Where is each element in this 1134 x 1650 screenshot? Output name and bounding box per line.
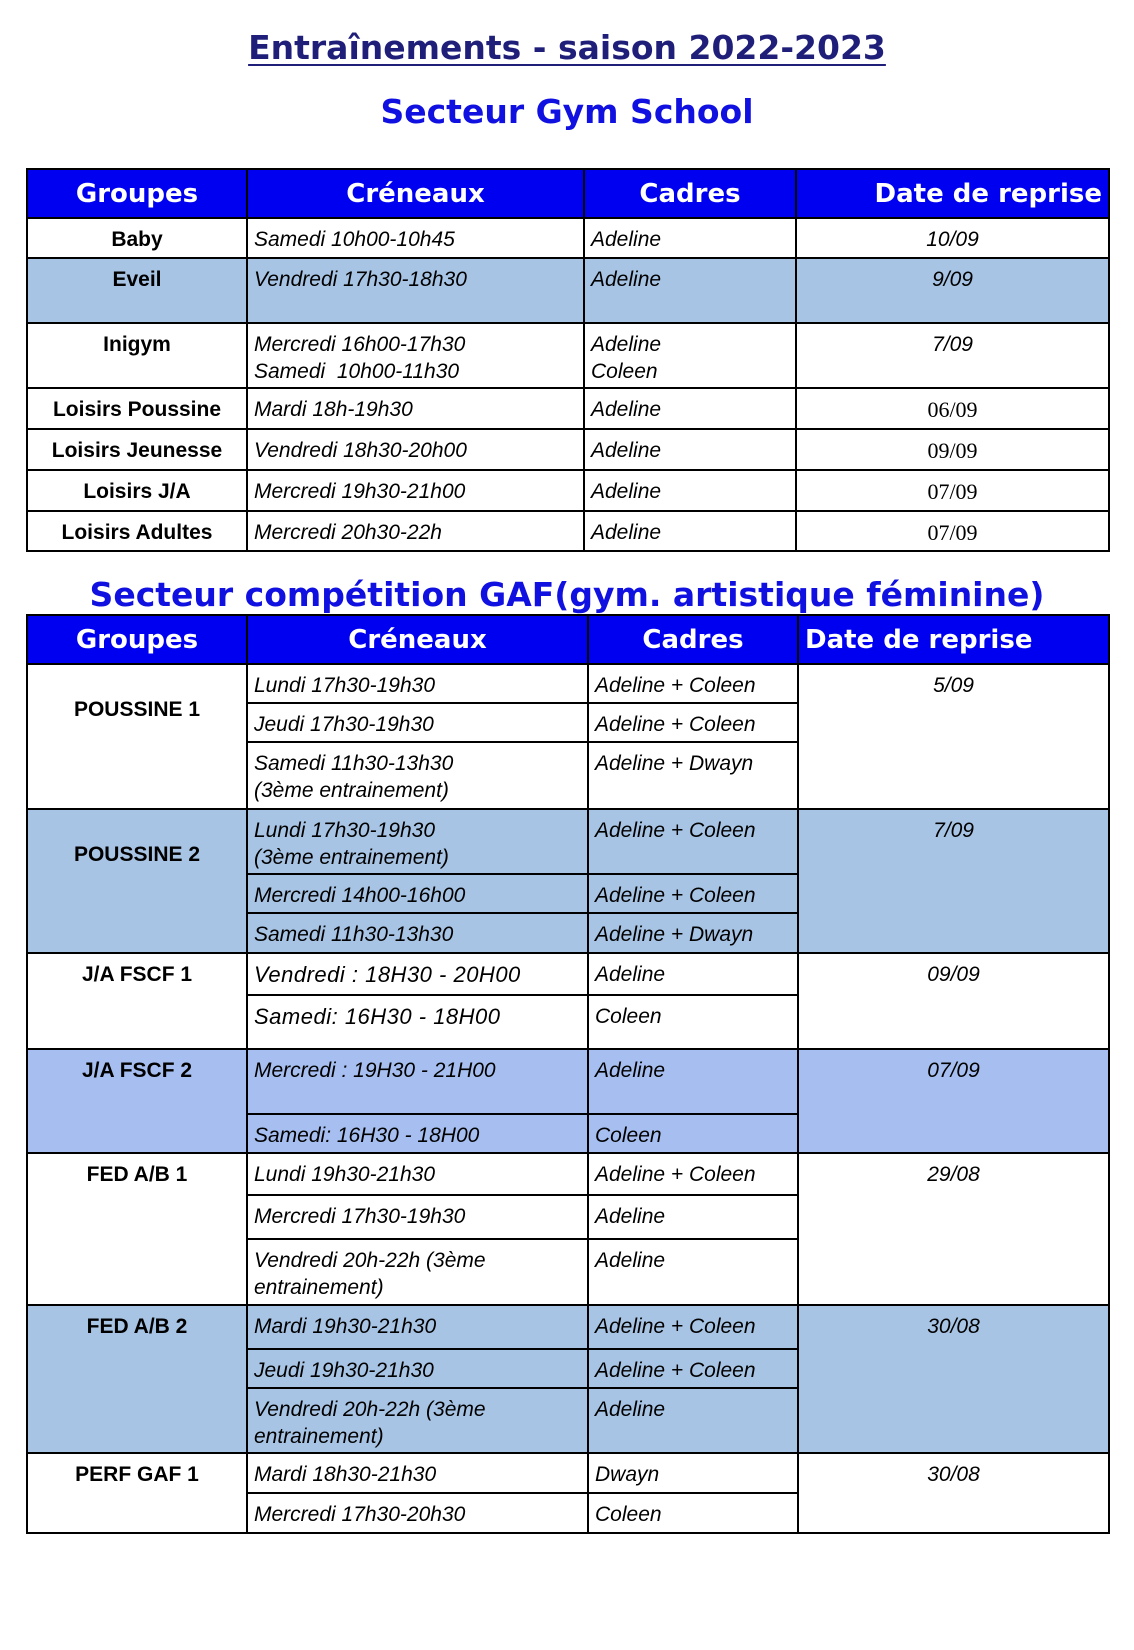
slot-text: Samedi 11h30-13h30 — [254, 923, 454, 946]
table-row — [27, 429, 1109, 470]
slot-cell — [247, 323, 584, 388]
staff-text: Adeline — [591, 439, 662, 462]
slot-cell — [247, 258, 584, 323]
table-row — [27, 388, 1109, 429]
header-staff: Cadres — [584, 169, 796, 218]
group-name: PERF GAF 1 — [27, 1453, 247, 1533]
slot-text: Mercredi 14h00-16h00 — [254, 884, 466, 907]
date-cell: 07/09 — [796, 511, 1109, 551]
staff-cell: Dwayn — [588, 1453, 798, 1493]
slot-cell — [247, 511, 584, 551]
date-cell: 30/08 — [798, 1453, 1109, 1533]
staff-cell — [584, 323, 796, 388]
table-header-row — [27, 169, 1109, 218]
staff-text: Adeline — [591, 398, 662, 421]
slot-text: entrainement) — [254, 1276, 384, 1299]
slot-cell — [247, 388, 584, 429]
staff-cell: Adeline — [588, 1239, 798, 1305]
header-staff: Cadres — [588, 615, 798, 664]
staff-cell: Adeline + Dwayn — [588, 913, 798, 953]
slot-cell — [247, 218, 584, 258]
slot-text: Mardi 18h-19h30 — [254, 398, 413, 421]
slot-text: Mercredi 17h30-19h30 — [254, 1205, 466, 1228]
group-name: Baby — [27, 218, 247, 258]
group-name: Loisirs Jeunesse — [27, 429, 247, 470]
slot-text: Samedi: 16H30 - 18H00 — [254, 1124, 480, 1147]
slot-text: Samedi 10h00-10h45 — [254, 228, 455, 251]
table-row — [27, 1049, 1109, 1114]
slot-cell — [247, 1305, 588, 1349]
slot-text: Jeudi 17h30-19h30 — [254, 713, 434, 736]
slot-text: Mercredi 17h30-20h30 — [254, 1503, 466, 1526]
staff-text: Adeline — [591, 228, 662, 251]
group-name: FED A/B 2 — [27, 1305, 247, 1453]
table-row — [27, 470, 1109, 511]
staff-cell: Adeline + Coleen — [588, 874, 798, 913]
slot-cell — [247, 1239, 588, 1305]
slot-text: Samedi 10h00-11h30 — [254, 360, 460, 383]
staff-cell — [584, 429, 796, 470]
slot-text: Lundi 17h30-19h30 — [254, 819, 436, 842]
group-name: FED A/B 1 — [27, 1153, 247, 1305]
section-title-competition: Secteur compétition GAF(gym. artistique féminine) — [89, 575, 1045, 614]
staff-text: Adeline — [591, 333, 662, 356]
staff-cell — [584, 470, 796, 511]
slot-text: Mardi 18h30-21h30 — [254, 1463, 437, 1486]
staff-cell — [584, 218, 796, 258]
group-name: J/A FSCF 1 — [27, 953, 247, 1049]
header-slots: Créneaux — [247, 615, 588, 664]
staff-cell — [584, 388, 796, 429]
table-row — [27, 1453, 1109, 1493]
group-name: POUSSINE 1 — [27, 664, 247, 809]
slot-text: (3ème entrainement) — [254, 846, 449, 869]
staff-text: Coleen — [591, 360, 658, 383]
staff-text: Adeline — [591, 521, 662, 544]
slot-cell — [247, 1114, 588, 1153]
slot-text: (3ème entrainement) — [254, 779, 449, 802]
staff-cell: Adeline — [588, 1195, 798, 1239]
staff-cell — [584, 258, 796, 323]
slot-cell — [247, 1195, 588, 1239]
date-cell: 09/09 — [798, 953, 1109, 1049]
competition-table — [26, 614, 1110, 1534]
slot-text: Vendredi 20h-22h (3ème — [254, 1398, 486, 1421]
date-cell: 07/09 — [798, 1049, 1109, 1153]
date-cell: 5/09 — [798, 664, 1109, 809]
table-row — [27, 218, 1109, 258]
date-cell: 09/09 — [796, 429, 1109, 470]
date-cell: 9/09 — [796, 258, 1109, 323]
date-cell: 7/09 — [796, 323, 1109, 388]
table-row — [27, 1305, 1109, 1349]
staff-cell: Adeline + Coleen — [588, 703, 798, 742]
slot-cell — [247, 995, 588, 1049]
table-row — [27, 809, 1109, 874]
staff-cell: Coleen — [588, 1114, 798, 1153]
slot-text: Mercredi 19h30-21h00 — [254, 480, 466, 503]
header-slots: Créneaux — [247, 169, 584, 218]
group-name: POUSSINE 2 — [27, 809, 247, 953]
slot-text: Vendredi 18h30-20h00 — [254, 439, 467, 462]
date-cell: 07/09 — [796, 470, 1109, 511]
table-row — [27, 953, 1109, 995]
section-title-gym-school: Secteur Gym School — [380, 92, 754, 131]
slot-cell — [247, 1349, 588, 1388]
slot-cell — [247, 1049, 588, 1114]
slot-cell — [247, 1493, 588, 1533]
slot-text: Lundi 19h30-21h30 — [254, 1163, 436, 1186]
staff-cell: Adeline — [588, 1049, 798, 1114]
slot-cell — [247, 742, 588, 809]
staff-cell: Coleen — [588, 1493, 798, 1533]
staff-cell: Adeline + Coleen — [588, 1153, 798, 1195]
table-row — [27, 258, 1109, 323]
staff-text: Adeline — [591, 480, 662, 503]
slot-text: Vendredi : 18H30 - 20H00 — [254, 962, 521, 987]
staff-cell: Adeline + Dwayn — [588, 742, 798, 809]
slot-cell — [247, 1388, 588, 1453]
slot-cell — [247, 953, 588, 995]
slot-text: entrainement) — [254, 1425, 384, 1448]
table-row — [27, 511, 1109, 551]
gym-school-table — [26, 168, 1110, 552]
slot-cell — [247, 664, 588, 703]
slot-text: Mercredi 16h00-17h30 — [254, 333, 466, 356]
slot-text: Samedi 11h30-13h30 — [254, 752, 454, 775]
slot-text: Jeudi 19h30-21h30 — [254, 1359, 434, 1382]
group-name: Eveil — [27, 258, 247, 323]
header-date: Date de reprise — [796, 169, 1109, 218]
header-groups: Groupes — [27, 615, 247, 664]
date-cell: 06/09 — [796, 388, 1109, 429]
header-date: Date de reprise — [798, 615, 1109, 664]
date-cell: 29/08 — [798, 1153, 1109, 1305]
slot-text: Vendredi 20h-22h (3ème — [254, 1249, 486, 1272]
staff-cell: Adeline + Coleen — [588, 1305, 798, 1349]
slot-text: Mardi 19h30-21h30 — [254, 1315, 437, 1338]
slot-text: Samedi: 16H30 - 18H00 — [254, 1004, 501, 1029]
date-cell: 10/09 — [796, 218, 1109, 258]
header-groups: Groupes — [27, 169, 247, 218]
date-cell: 30/08 — [798, 1305, 1109, 1453]
slot-cell — [247, 429, 584, 470]
slot-cell — [247, 1453, 588, 1493]
staff-cell: Adeline + Coleen — [588, 809, 798, 874]
slot-text: Vendredi 17h30-18h30 — [254, 268, 467, 291]
table-row — [27, 1153, 1109, 1195]
slot-text: Mercredi 20h30-22h — [254, 521, 442, 544]
group-name: J/A FSCF 2 — [27, 1049, 247, 1153]
staff-cell: Adeline — [588, 1388, 798, 1453]
date-cell: 7/09 — [798, 809, 1109, 953]
slot-text: Mercredi : 19H30 - 21H00 — [254, 1059, 496, 1082]
group-name: Inigym — [27, 323, 247, 388]
page-title: Entraînements - saison 2022-2023 — [248, 28, 886, 67]
staff-text: Adeline — [591, 268, 662, 291]
slot-cell — [247, 470, 584, 511]
slot-text: Lundi 17h30-19h30 — [254, 674, 436, 697]
staff-cell: Adeline — [588, 953, 798, 995]
slot-cell — [247, 913, 588, 953]
slot-cell — [247, 809, 588, 874]
group-name: Loisirs Adultes — [27, 511, 247, 551]
staff-cell: Adeline + Coleen — [588, 664, 798, 703]
slot-cell — [247, 1153, 588, 1195]
group-name: Loisirs J/A — [27, 470, 247, 511]
group-name: Loisirs Poussine — [27, 388, 247, 429]
table-header-row — [27, 615, 1109, 664]
staff-cell: Coleen — [588, 995, 798, 1049]
staff-cell: Adeline + Coleen — [588, 1349, 798, 1388]
staff-cell — [584, 511, 796, 551]
slot-cell — [247, 874, 588, 913]
slot-cell — [247, 703, 588, 742]
table-row — [27, 664, 1109, 703]
table-row — [27, 323, 1109, 388]
